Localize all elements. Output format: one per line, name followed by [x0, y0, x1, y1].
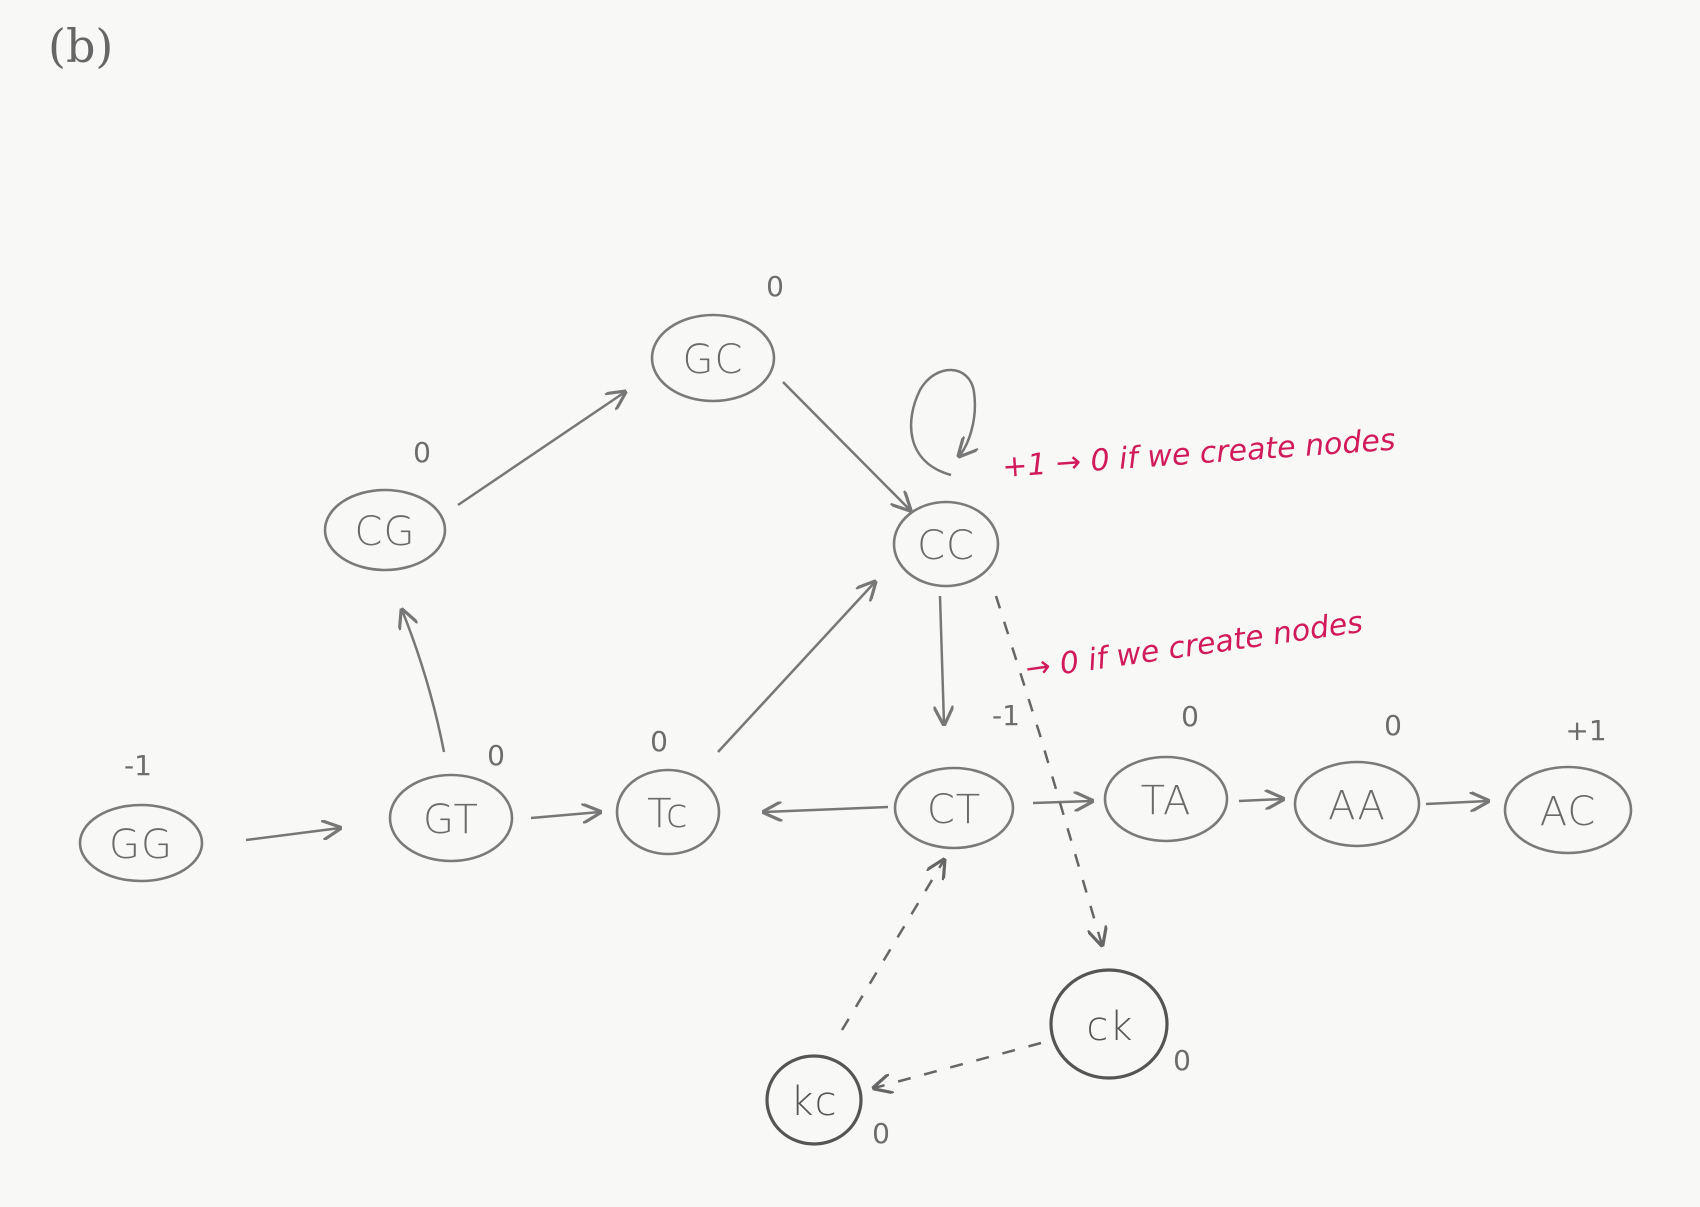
edge-ck-kc-dashed — [874, 1043, 1041, 1088]
node-tc-degree: 0 — [650, 725, 668, 758]
node-ck-degree: 0 — [1173, 1044, 1191, 1077]
node-tc-label: Tc — [647, 791, 689, 837]
edge-tc-cc — [718, 582, 875, 752]
node-ta-label: TA — [1140, 778, 1192, 824]
node-ta-degree: 0 — [1181, 700, 1199, 733]
edge-ct-ta — [1033, 801, 1092, 803]
node-kc-degree: 0 — [872, 1117, 890, 1150]
node-ck-label: ck — [1086, 1004, 1134, 1050]
node-gg-label: GG — [109, 822, 173, 868]
node-gg-degree: -1 — [124, 749, 152, 782]
edge-cg-gc — [458, 392, 625, 505]
node-kc-label: kc — [790, 1079, 838, 1125]
node-ac-degree: +1 — [1565, 714, 1607, 747]
node-cg — [325, 436, 445, 570]
edge-kc-ct-dashed — [842, 860, 944, 1030]
node-ac — [1505, 714, 1631, 853]
node-tc — [617, 725, 719, 854]
edge-cc-self-loop — [911, 370, 975, 475]
edge-gt-tc — [531, 812, 600, 818]
edge-ct-tc — [764, 807, 888, 812]
node-aa — [1295, 709, 1419, 846]
edge-gg-gt — [246, 828, 340, 840]
node-gc-label: GC — [682, 337, 744, 383]
node-gt-degree: 0 — [487, 739, 505, 772]
node-gc — [652, 270, 784, 401]
node-ct — [895, 699, 1020, 848]
node-ct-label: CT — [926, 787, 982, 833]
node-gt-label: GT — [422, 797, 480, 843]
panel-label: (b) — [48, 19, 114, 73]
node-ct-degree: -1 — [992, 699, 1020, 732]
node-cc — [894, 502, 998, 586]
edge-cc-ct — [940, 596, 944, 724]
node-cg-label: CG — [354, 509, 416, 555]
edge-gt-cg — [402, 610, 444, 752]
node-ac-label: AC — [1539, 789, 1597, 835]
annotation-cc: +1 → 0 if we create nodes — [1001, 422, 1397, 485]
node-kc — [767, 1056, 890, 1150]
node-gg — [80, 749, 202, 881]
node-aa-degree: 0 — [1384, 709, 1402, 742]
node-cc-label: CC — [917, 523, 975, 569]
edge-ta-aa — [1239, 799, 1283, 801]
edge-gc-cc — [783, 382, 910, 510]
node-ck — [1051, 970, 1191, 1078]
node-cg-degree: 0 — [413, 436, 431, 469]
node-ta — [1105, 700, 1227, 841]
node-aa-label: AA — [1328, 783, 1386, 829]
node-gt — [390, 739, 512, 861]
annotation-ct: → 0 if we create nodes — [1023, 604, 1365, 687]
node-gc-degree: 0 — [766, 270, 784, 303]
edge-aa-ac — [1426, 801, 1488, 804]
